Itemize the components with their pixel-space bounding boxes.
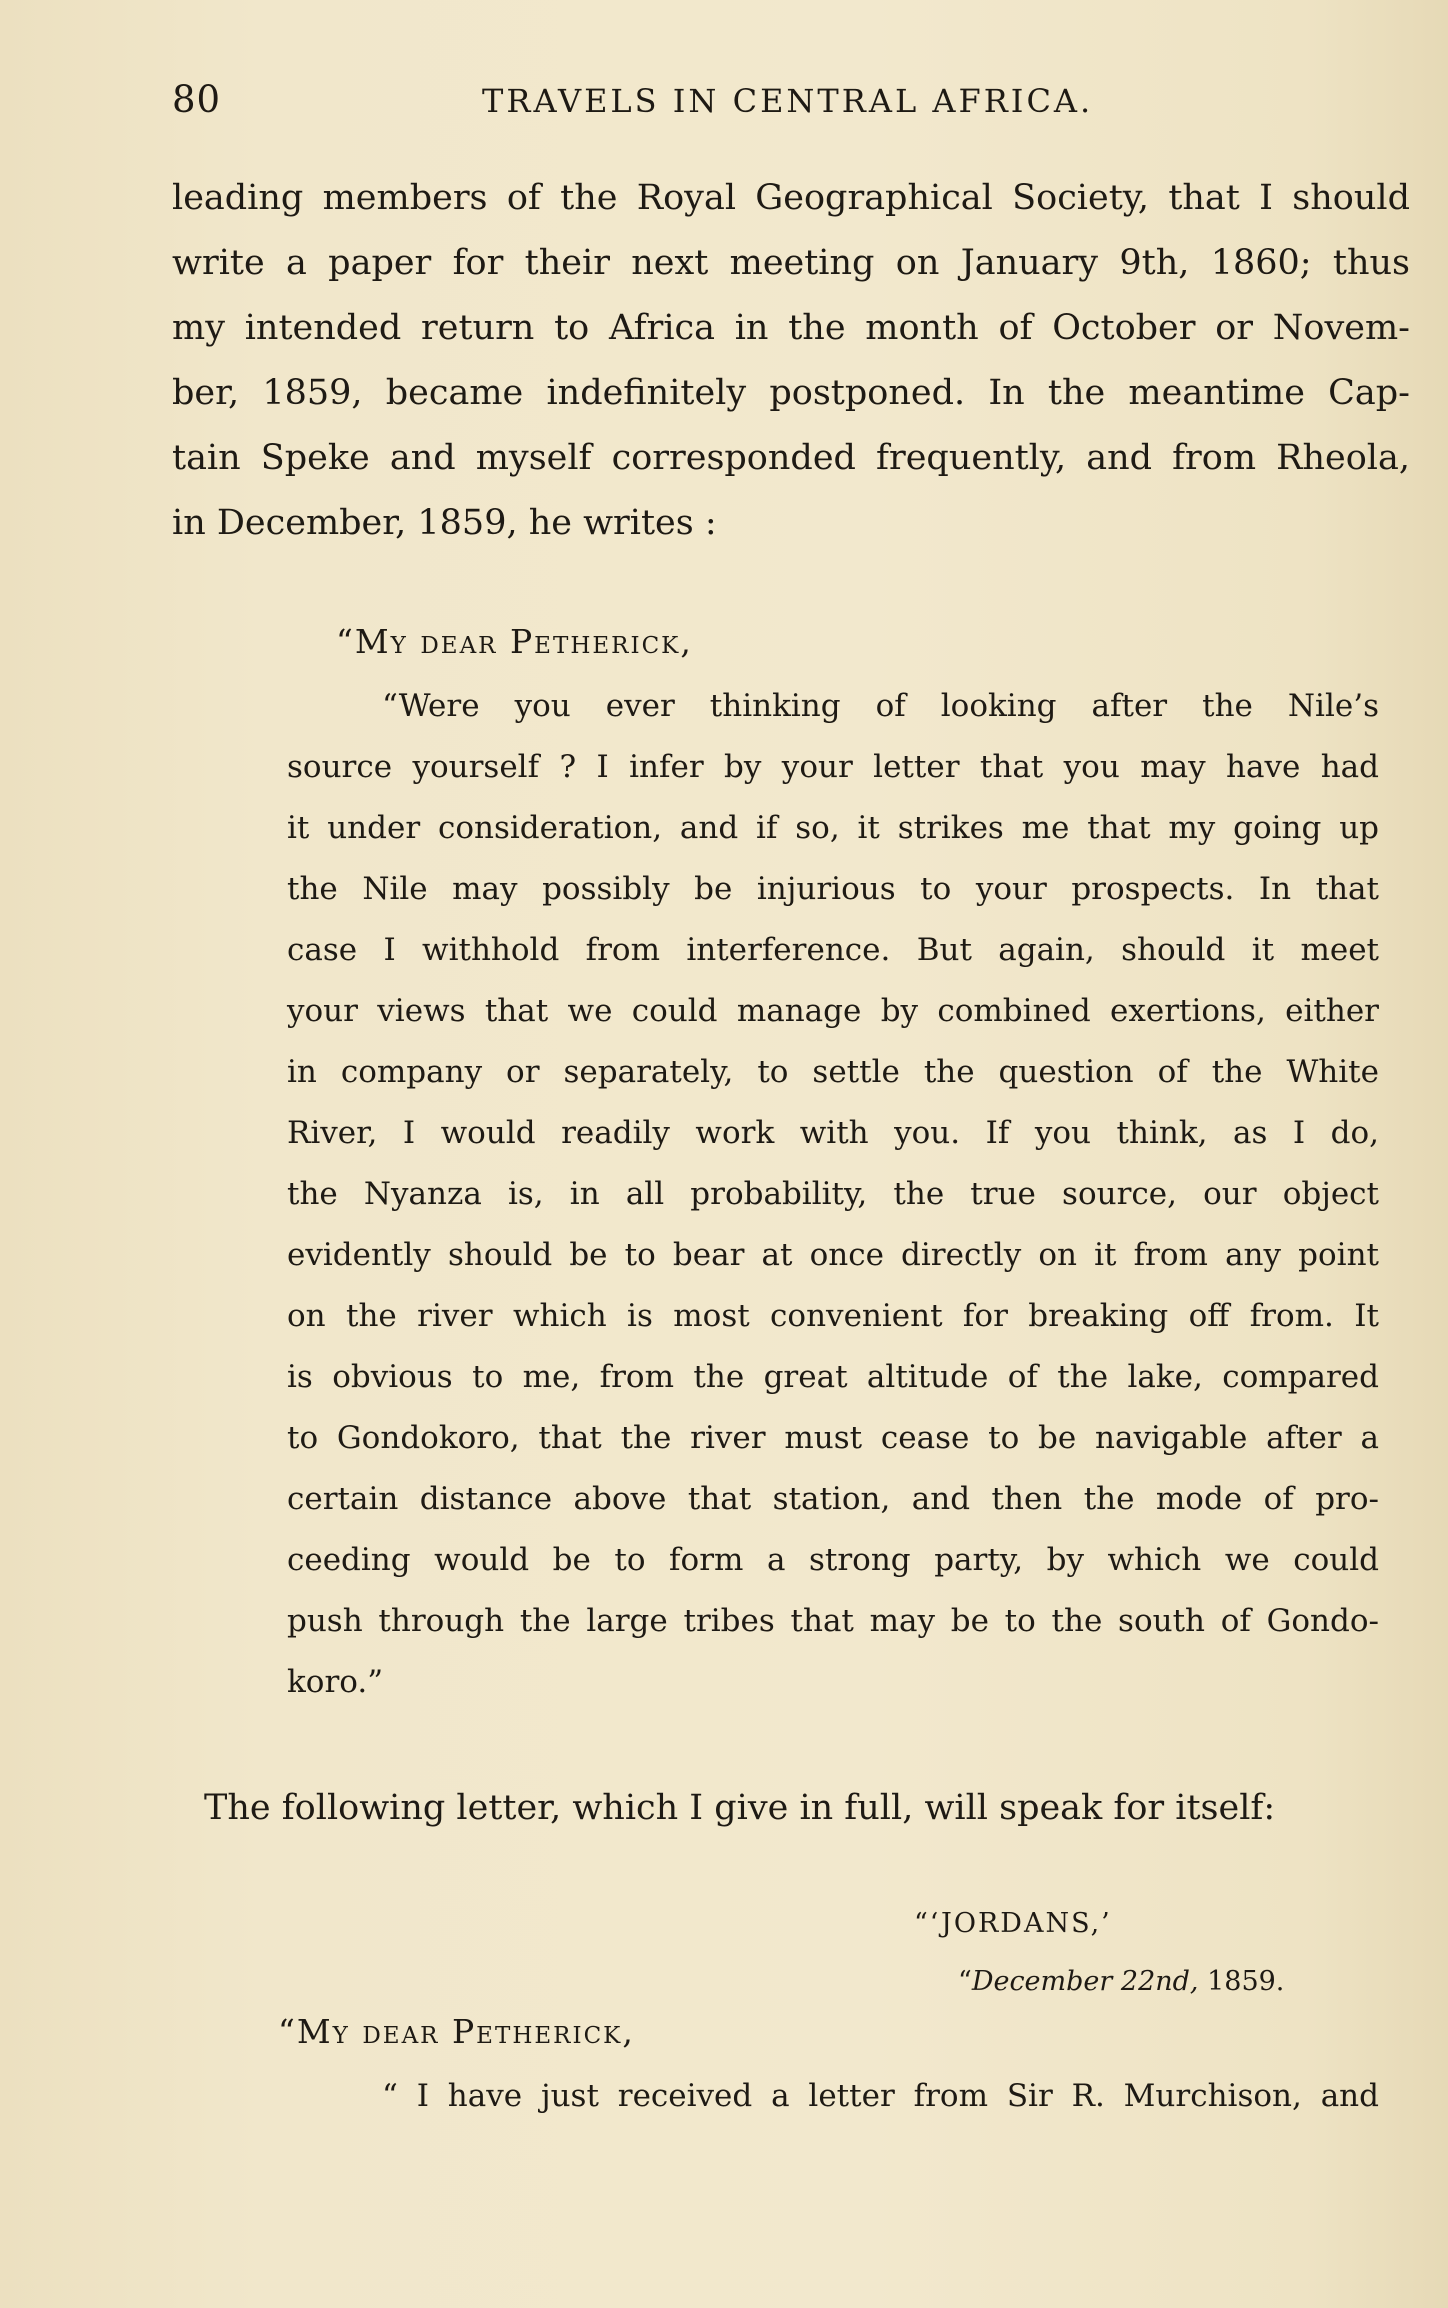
letter1-line: ceeding would be to form a strong party, by which we could: [287, 1542, 1379, 1578]
intro-line: The following letter, which I give in full, will speak for itself:: [204, 1788, 1276, 1828]
running-title: TRAVELS IN CENTRAL AFRICA.: [482, 82, 1094, 120]
date-year: 1859.: [1198, 1966, 1285, 1997]
date-italic: December 22nd,: [971, 1966, 1199, 1997]
letter1-line: source yourself ? I infer by your letter that you may have had: [287, 749, 1379, 785]
letter1-line: on the river which is most convenient for breaking off from. It: [287, 1298, 1379, 1334]
letter1-line: “Were you ever thinking of looking after the Nile’s: [382, 688, 1379, 724]
letter2-line: “ I have just received a letter from Sir R. Murchison, and: [382, 2078, 1379, 2114]
letter1-line: koro.”: [287, 1664, 384, 1700]
letter1-line: push through the large tribes that may be to the south of Gondo-: [287, 1603, 1379, 1639]
narrative-line: in December, 1859, he writes :: [172, 503, 717, 543]
narrative-line: leading members of the Royal Geographical Society, that I should: [172, 178, 1410, 218]
narrative-line: write a paper for their next meeting on January 9th, 1860; thus: [172, 243, 1410, 283]
letter1-line: River, I would readily work with you. If you think, as I do,: [287, 1115, 1379, 1151]
letter2-address: “‘JORDANS,’: [914, 1908, 1112, 1939]
letter1-line: case I withhold from interference. But again, should it meet: [287, 932, 1379, 968]
page-number: 80: [172, 78, 222, 121]
letter2-date: [958, 1966, 1284, 1997]
letter1-line: to Gondokoro, that the river must cease to be navigable after a: [287, 1420, 1379, 1456]
letter2-salutation: “My dear Petherick,: [278, 2012, 635, 2051]
letter1-line: it under consideration, and if so, it strikes me that my going up: [287, 810, 1379, 846]
letter1-line: your views that we could manage by combined exertions, either: [287, 993, 1379, 1029]
letter1-line: in company or separately, to settle the question of the White: [287, 1054, 1379, 1090]
letter1-line: is obvious to me, from the great altitude of the lake, compared: [287, 1359, 1379, 1395]
letter1-salutation: “My dear Petherick,: [336, 622, 693, 661]
letter1-line: the Nyanza is, in all probability, the true source, our object: [287, 1176, 1379, 1212]
date-open-quote: “: [958, 1966, 972, 1997]
page-header: [172, 78, 1322, 128]
narrative-line: ber, 1859, became indefinitely postponed. In the meantime Cap-: [172, 373, 1410, 413]
narrative-line: my intended return to Africa in the month of October or Novem-: [172, 308, 1410, 348]
narrative-line: tain Speke and myself corresponded frequently, and from Rheola,: [172, 438, 1410, 478]
letter1-line: certain distance above that station, and then the mode of pro-: [287, 1481, 1379, 1517]
letter1-line: the Nile may possibly be injurious to your prospects. In that: [287, 871, 1379, 907]
letter1-line: evidently should be to bear at once directly on it from any point: [287, 1237, 1379, 1273]
